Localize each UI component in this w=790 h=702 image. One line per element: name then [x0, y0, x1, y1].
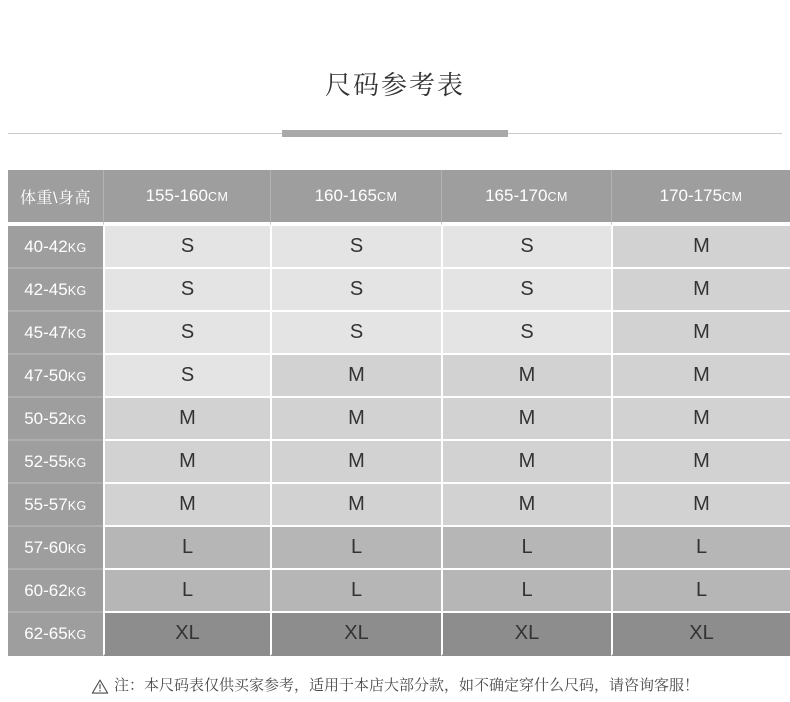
size-cell: S — [103, 312, 270, 355]
size-cell: L — [441, 527, 611, 570]
warning-triangle-icon — [91, 678, 109, 695]
height-header-cell: 165-170CM — [441, 170, 611, 226]
unit-label: CM — [547, 190, 568, 204]
size-cell: M — [270, 484, 441, 527]
size-cell: M — [441, 355, 611, 398]
size-cell: S — [270, 269, 441, 312]
size-cell: S — [103, 269, 270, 312]
unit-label: CM — [376, 190, 398, 204]
size-cell: M — [441, 398, 611, 441]
corner-header-cell: 体重\身高 — [8, 170, 103, 226]
unit-label: CM — [207, 190, 229, 204]
size-cell: M — [611, 312, 790, 355]
unit-label: KG — [67, 240, 87, 255]
size-cell: L — [270, 570, 441, 613]
size-reference-table — [8, 170, 790, 656]
unit-label: KG — [67, 326, 87, 341]
size-cell: S — [103, 355, 270, 398]
footnote-text: 注：本尺码表仅供买家参考，适用于本店大部分款，如不确定穿什么尺码，请咨询客服！ — [113, 677, 699, 694]
weight-header-cell: 50-52KG — [8, 398, 103, 441]
unit-label: KG — [67, 369, 87, 384]
height-header-cell: 170-175CM — [611, 170, 790, 226]
size-cell: M — [611, 484, 790, 527]
footnote — [0, 676, 790, 696]
size-cell: L — [611, 570, 790, 613]
size-cell: M — [441, 441, 611, 484]
size-cell: S — [103, 226, 270, 269]
unit-label: CM — [721, 190, 743, 204]
weight-header-cell: 57-60KG — [8, 527, 103, 570]
size-cell: L — [611, 527, 790, 570]
weight-header-cell: 47-50KG — [8, 355, 103, 398]
size-cell: M — [103, 441, 270, 484]
unit-label: KG — [67, 627, 87, 642]
weight-header-cell: 40-42KG — [8, 226, 103, 269]
weight-header-cell: 55-57KG — [8, 484, 103, 527]
height-header-cell: 160-165CM — [270, 170, 441, 226]
size-cell: XL — [611, 613, 790, 656]
size-cell: L — [103, 570, 270, 613]
title-divider — [8, 130, 782, 137]
height-header-cell: 155-160CM — [103, 170, 270, 226]
unit-label: KG — [67, 412, 87, 427]
size-cell: S — [441, 312, 611, 355]
unit-label: KG — [67, 498, 87, 513]
unit-label: KG — [67, 455, 87, 470]
unit-label: KG — [67, 584, 87, 599]
size-cell: M — [270, 398, 441, 441]
size-cell: M — [611, 398, 790, 441]
size-cell: M — [611, 441, 790, 484]
weight-header-cell: 45-47KG — [8, 312, 103, 355]
size-cell: S — [270, 226, 441, 269]
size-cell: XL — [103, 613, 270, 656]
size-cell: M — [270, 441, 441, 484]
size-cell: M — [611, 355, 790, 398]
weight-header-cell: 62-65KG — [8, 613, 103, 656]
weight-header-cell: 52-55KG — [8, 441, 103, 484]
page-title: 尺码参考表 — [324, 70, 465, 100]
divider-center-bar — [282, 130, 508, 137]
size-cell: M — [611, 269, 790, 312]
size-cell: M — [441, 484, 611, 527]
size-cell: L — [103, 527, 270, 570]
size-cell: M — [270, 355, 441, 398]
size-cell: L — [441, 570, 611, 613]
size-cell: M — [103, 398, 270, 441]
weight-header-cell: 42-45KG — [8, 269, 103, 312]
size-cell: S — [270, 312, 441, 355]
unit-label: KG — [67, 541, 87, 556]
size-cell: M — [611, 226, 790, 269]
size-cell: L — [270, 527, 441, 570]
size-cell: XL — [270, 613, 441, 656]
size-cell: M — [103, 484, 270, 527]
weight-header-cell: 60-62KG — [8, 570, 103, 613]
size-cell: XL — [441, 613, 611, 656]
size-cell: S — [441, 226, 611, 269]
size-cell: S — [441, 269, 611, 312]
unit-label: KG — [67, 283, 87, 298]
